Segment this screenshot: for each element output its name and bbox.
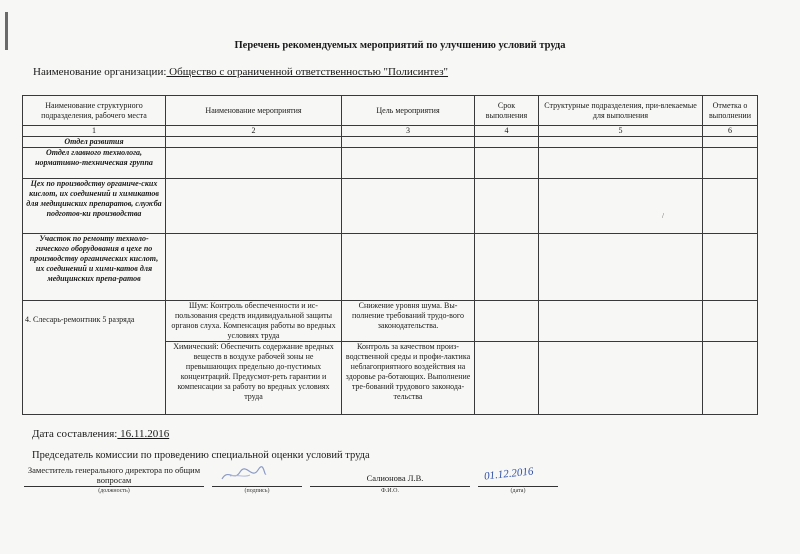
header-cell: Наименование мероприятия: [166, 96, 342, 126]
commission-chair-label: Председатель комиссии по проведению специальной оценки условий труда: [32, 450, 370, 461]
document-title: Перечень рекомендуемых мероприятий по улучшению условий труда: [234, 40, 566, 51]
name-line: [310, 486, 470, 487]
measure-name-cell: Химический: Обеспечить содержание вредных веществ в воздухе рабочей зоны не превышающих предельно до-пустимых концентраций. Предусмот-реть гарантии и компенсации за работу во вредных условиях труда: [166, 342, 342, 415]
signatory-name: Салионова Л.В.: [366, 473, 424, 483]
column-number: 2: [166, 126, 342, 137]
table-row: [23, 148, 758, 179]
section-cell: Цех по производству органиче-ских кислот, их соединений и химикатов для медицинских препаратов, служба подготов-ки производства: [23, 179, 166, 234]
column-number: 5: [539, 126, 703, 137]
signature-caption: (подпись): [244, 488, 270, 494]
pen-tick-mark: /: [662, 212, 664, 220]
table-row: [23, 301, 758, 342]
position-caption: (должность): [98, 488, 130, 494]
column-number: 1: [23, 126, 166, 137]
date-line: [478, 486, 558, 487]
position-line: [24, 486, 204, 487]
handwritten-date: 01.12.2016: [483, 465, 534, 483]
section-cell: Отдел главного технолога, нормативно-техническая группа: [23, 148, 166, 179]
table-row: [23, 137, 758, 148]
compilation-date-line: [32, 428, 169, 440]
signature-scribble: [218, 464, 268, 486]
section-cell: Отдел развития: [23, 137, 166, 148]
measure-name-cell: Шум: Контроль обеспеченности и ис-пользования средств индивидуальной защиты органов слуха. Компенсация работы во вредных условиях труда: [166, 301, 342, 342]
measures-table: [22, 95, 758, 415]
name-caption: Ф.И.О.: [381, 488, 399, 494]
header-cell: Отметка о выполнении: [703, 96, 758, 126]
column-number: 4: [475, 126, 539, 137]
measure-goal-cell: Снижение уровня шума. Вы-полнение требований трудо-вого законодательства.: [342, 301, 475, 342]
header-cell: Срок выполнения: [475, 96, 539, 126]
signatory-position: Заместитель генерального директора по общим вопросам: [27, 465, 201, 485]
header-cell: Структурные подразделения, при-влекаемые для выполнения: [539, 96, 703, 126]
workplace-cell: 4. Слесарь-ремонтник 5 разряда: [23, 301, 166, 415]
header-cell: Цель мероприятия: [342, 96, 475, 126]
table-header-row: [23, 96, 758, 126]
compilation-date-label: Дата составления:: [32, 428, 118, 440]
organization-line: [33, 66, 448, 78]
column-number: 6: [703, 126, 758, 137]
column-number-row: [23, 126, 758, 137]
compilation-date-value: 16.11.2016: [117, 428, 170, 440]
table-row: [23, 179, 758, 234]
section-cell: Участок по ремонту техноло-гического оборудования в цехе по производству органических кислот, их соединений и хими-катов для медицинских препа-ратов: [23, 234, 166, 301]
column-number: 3: [342, 126, 475, 137]
header-cell: Наименование структурного подразделения, рабочего места: [23, 96, 166, 126]
organization-name: Общество с ограниченной ответственностью "Полисинтез": [166, 66, 449, 78]
organization-label: Наименование организации:: [33, 66, 167, 78]
date-caption: (дата): [510, 488, 526, 494]
signature-line: [212, 486, 302, 487]
table-row: [23, 234, 758, 301]
measure-goal-cell: Контроль за качеством произ-водственной среды и профи-лактика неблагоприятного воздействия на здоровье ра-ботающих. Выполнение тре-бований трудового законода-тельства: [342, 342, 475, 415]
